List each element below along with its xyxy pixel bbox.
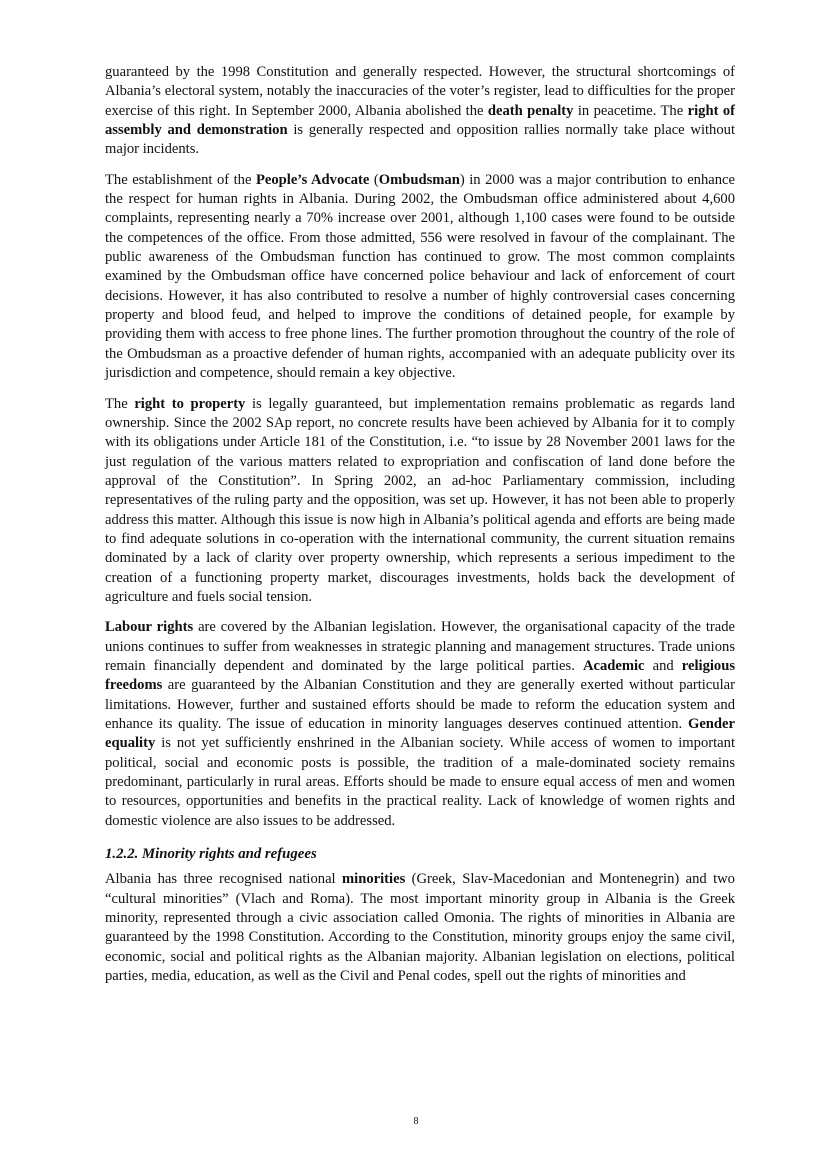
text-run: is not yet sufficiently enshrined in the Albanian society. While access of women to important political, social and economic posts is possible, the tradition of a male-dominated society remains predominant, particularly in rural areas. Efforts should be made to ensure equal access of men and women to resources, opportunities and benefits in the practical reality. Lack of knowledge of women rights and domestic violence are also issues to be addressed. xyxy=(105,735,735,829)
bold-term-right-of-assembly: right of assembly and demonstration xyxy=(105,102,735,139)
text-run: are guaranteed by the Albanian Constitution and they are generally exerted without particular limitations. However, further and sustained efforts should be made to reform the education system and enhance its quality. The issue of education in minority languages deserves continued attention. xyxy=(105,677,735,732)
text-run: ) in 2000 was a major contribution to enhance the respect for human rights in Albania. During 2002, the Ombudsman office administered about 4,600 complaints, representing nearly a 70% increase over 2001, although 1,100 cases were found to be outside the competences of the office. From those admitted, 556 were resolved in favour of the complainant. The public awareness of the Ombudsman function has continued to grow. The most common complaints examined by the Ombudsman office have concerned police behaviour and lack of enforcement of court decisions. However, it has also contributed to resolve a number of highly controversial cases concerning property and blood feud, and helped to improve the conditions of detained people, for example by providing them with access to free phone lines. The further promotion throughout the country of the role of the Ombudsman as a proactive defender of human rights, accompanied with an adequate publicity over its jurisdiction and competence, should remain a key objective. xyxy=(105,171,735,382)
text-run: are covered by the Albanian legislation. However, the organisational capacity of the trade unions continues to suffer from weaknesses in strategic planning and management structures. Trade unions remain financially dependent and dominated by the large political parties. xyxy=(105,619,735,674)
paragraph-minorities xyxy=(105,870,735,986)
text-run: and xyxy=(644,657,682,674)
page-body xyxy=(105,63,735,997)
bold-term-peoples-advocate: People’s Advocate xyxy=(255,171,370,188)
bold-term-right-to-property: right to property xyxy=(134,395,246,412)
bold-term-religious-freedoms: religious freedoms xyxy=(105,657,736,694)
paragraph-right-to-property xyxy=(105,395,735,608)
text-run: (Greek, Slav-Macedonian and Montenegrin) and two “cultural minorities” (Vlach and Roma). The most important minority group in Albania is the Greek minority, represented through a civic association called Omonia. The rights of minorities in Albania are guaranteed by the 1998 Constitution. According to the Constitution, minority groups enjoy the same civil, economic, social and political rights as the Albanian majority. Albanian legislation on elections, political parties, media, education, as well as the Civil and Penal codes, spell out the rights of minorities and xyxy=(105,871,735,985)
bold-term-gender-equality: Gender equality xyxy=(105,716,735,752)
paragraph-civil-rights xyxy=(105,63,735,160)
text-run: guaranteed by the 1998 Constitution and generally respected. However, the structural shortcomings of Albania’s electoral system, notably the inaccuracies of the voter’s register, lead to difficulties for the proper exercise of this right. In September 2000, Albania abolished the xyxy=(105,64,735,119)
text-run: Albania has three recognised national xyxy=(105,871,343,888)
bold-term-labour-rights: Labour rights xyxy=(105,619,194,636)
text-run: in peacetime. The xyxy=(573,102,688,119)
text-run: The xyxy=(105,395,135,412)
section-heading: 1.2.2. Minority rights and refugees xyxy=(105,846,317,863)
text-run: is legally guaranteed, but implementation remains problematic as regards land ownership. Since the 2002 SAp report, no concrete results have been achieved by Albania for it to comply with its obligations under Article 181 of the Constitution, i.e. “to issue by 28 November 2001 laws for the just regulation of the various matters related to expropriation and confiscation of land done before the approval of the Constitution”. In Spring 2002, an ad-hoc Parliamentary commission, including representatives of the ruling party and the opposition, was set up. However, it has not been able to properly address this matter. Although this issue is now high in Albania’s political agenda and efforts are being made to find adequate solutions in co-operation with the international community, the current situation remains dominated by a lack of clarity over property ownership, which represents a serious impediment to the creation of a functioning property market, discourages investments, holds back the development of agriculture and fuels social tension. xyxy=(105,395,735,605)
text-run: The establishment of the xyxy=(105,171,256,188)
bold-term-ombudsman: Ombudsman xyxy=(378,171,460,188)
page-number: 8 xyxy=(413,1116,419,1127)
bold-term-academic: Academic xyxy=(582,657,645,674)
bold-term-death-penalty: death penalty xyxy=(487,102,574,119)
paragraph-ombudsman xyxy=(105,171,735,384)
bold-term-minorities: minorities xyxy=(342,871,406,888)
text-run: ( xyxy=(369,171,379,188)
text-run: is generally respected and opposition rallies normally take place without major incidents. xyxy=(105,122,735,158)
paragraph-labour-rights xyxy=(105,618,735,831)
